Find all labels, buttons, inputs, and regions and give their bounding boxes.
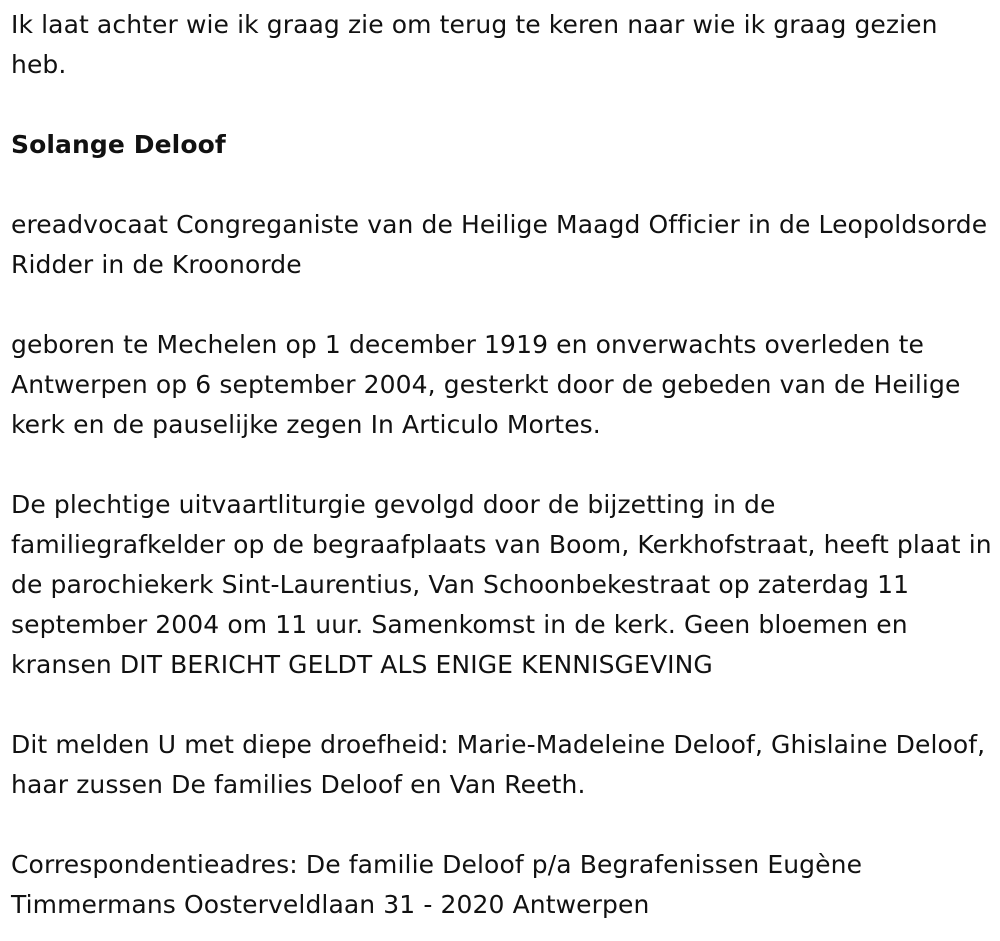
motto-text: Ik laat achter wie ik graag zie om terug te keren naar wie ik graag gezien heb. bbox=[11, 10, 938, 79]
titles-text: ereadvocaat Congreganiste van de Heilige Maagd Officier in de Leopoldsorde Ridder in de Kroonorde bbox=[11, 210, 988, 279]
obituary-notice bbox=[11, 5, 996, 925]
announcers-text: Dit melden U met diepe droefheid: Marie-Madeleine Deloof, Ghislaine Deloof, haar zussen De families Deloof en Van Reeth. bbox=[11, 730, 986, 799]
funeral-text: De plechtige uitvaartliturgie gevolgd door de bijzetting in de familiegrafkelder op de begraafplaats van Boom, Kerkhofstraat, heeft plaat in de parochiekerk Sint-Laurentius, Van Schoonbekestraat op zaterdag 11 september 2004 om 11 uur. Samenkomst in de kerk. Geen bloemen en kransen DIT BERICHT GELDT ALS ENIGE KENNISGEVING bbox=[11, 490, 992, 679]
deceased-name: Solange Deloof bbox=[11, 130, 226, 159]
birth-death-text: geboren te Mechelen op 1 december 1919 en onverwachts overleden te Antwerpen op 6 september 2004, gesterkt door de gebeden van de Heilige kerk en de pauselijke zegen In Articulo Mortes. bbox=[11, 330, 961, 439]
correspondence-text: Correspondentieadres: De familie Deloof p/a Begrafenissen Eugène Timmermans Oosterveldlaan 31 - 2020 Antwerpen bbox=[11, 850, 863, 919]
